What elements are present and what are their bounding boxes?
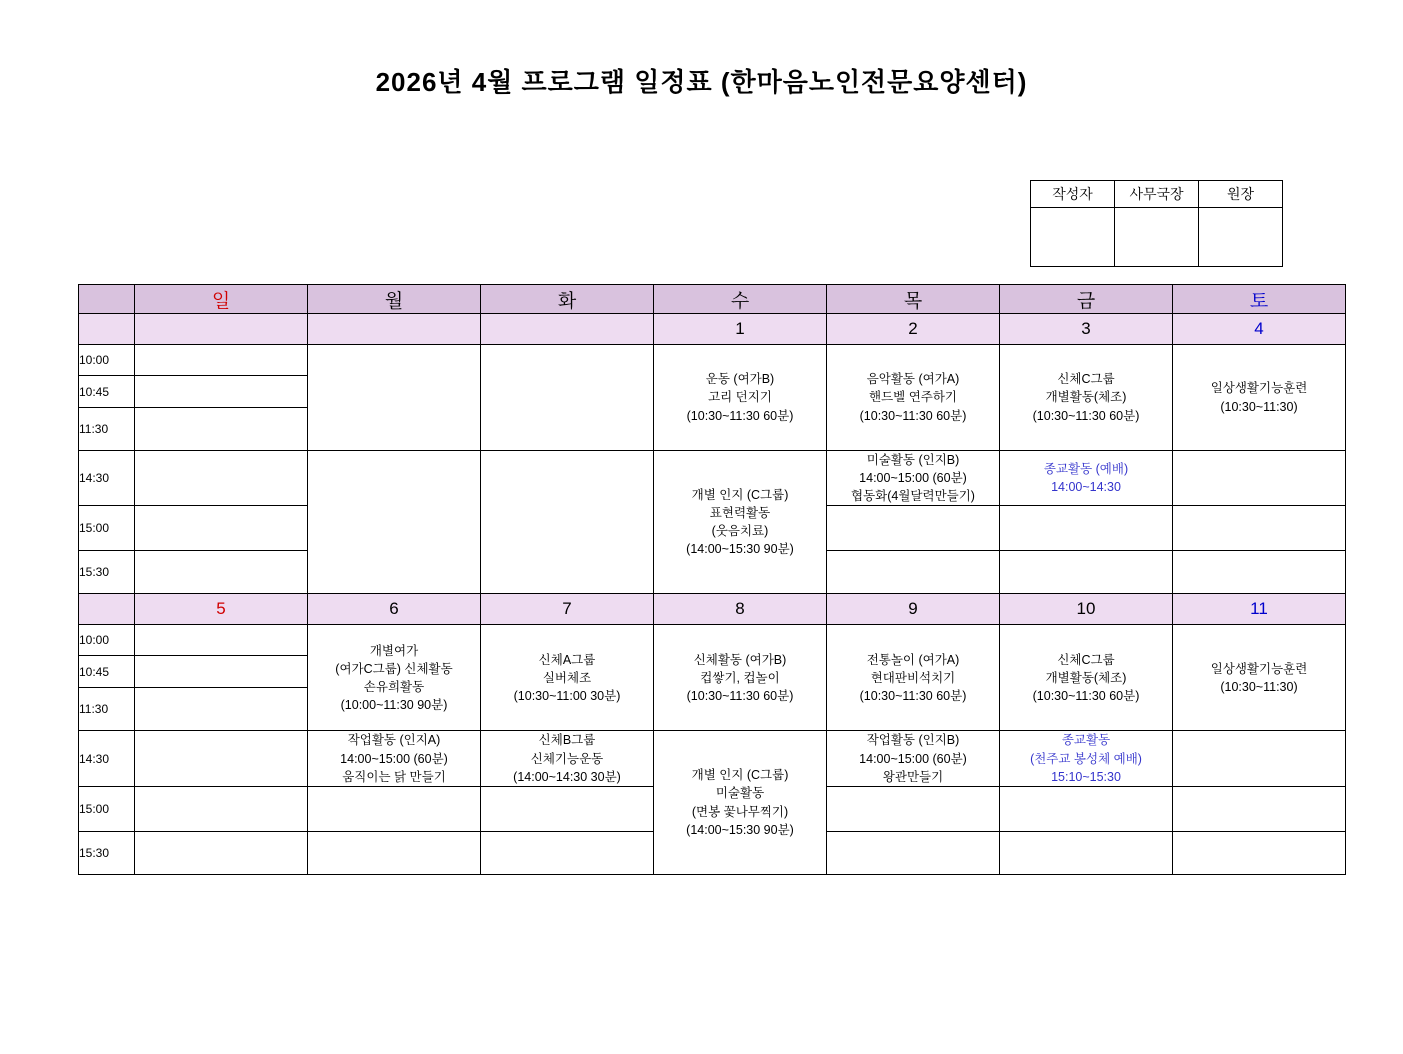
cell-line: 표현력활동: [709, 506, 771, 521]
week1-fri-1500[interactable]: [1000, 506, 1173, 551]
cell-line: 종교활동 (예배): [1043, 462, 1129, 477]
cell-line: 신체C그룹: [1057, 652, 1115, 667]
cell-line: 신체A그룹: [538, 652, 596, 667]
dow-sun: 일: [135, 285, 308, 314]
cell-line: 14:00~15:00 (60분): [340, 751, 448, 766]
time-label-1530-w2: 15:30: [79, 831, 135, 874]
cell-line: (10:30~11:30): [1220, 399, 1298, 414]
week2-tue-1530[interactable]: [481, 831, 654, 874]
cell-line: 컵쌓기, 컵놀이: [700, 670, 780, 685]
cell-line: 개별활동(체조): [1045, 390, 1127, 405]
cell-line: 개별 인지 (C그룹): [691, 487, 789, 502]
week1-sat-1530[interactable]: [1173, 551, 1346, 594]
time-label-1000-w1: 10:00: [79, 345, 135, 376]
week2-mon-1500[interactable]: [308, 786, 481, 831]
cell-line: 작업활동 (인지A): [347, 733, 441, 748]
cell-line: (14:00~15:30 90분): [686, 822, 794, 837]
week1-fri-afternoon[interactable]: [1000, 451, 1173, 506]
approval-box: [1030, 180, 1283, 267]
approval-header-director: 사무국장: [1115, 181, 1199, 208]
cell-line: 왕관만들기: [882, 769, 944, 784]
time-label-1045-w2: 10:45: [79, 656, 135, 688]
cell-line: 핸드벨 연주하기: [869, 390, 957, 405]
week2-date-fri: 10: [1000, 594, 1173, 625]
week1-fri-1530[interactable]: [1000, 551, 1173, 594]
cell-line: 신체기능운동: [530, 751, 604, 766]
cell-line: 14:00~15:00 (60분): [859, 471, 967, 486]
week1-date-row: [79, 314, 1346, 345]
approval-header-writer: 작성자: [1031, 181, 1115, 208]
cell-line: 14:00~15:00 (60분): [859, 751, 967, 766]
cell-line: (천주교 봉성체 예배): [1030, 751, 1142, 766]
cell-line: 운동 (여가B): [705, 372, 775, 387]
cell-line: 미술활동 (인지B): [866, 453, 960, 467]
week2-sun-afternoon-c[interactable]: [135, 831, 308, 874]
week1-thu-afternoon[interactable]: [827, 451, 1000, 506]
week2-sun-morning-c[interactable]: [135, 688, 308, 731]
cell-line: 현대판비석치기: [870, 670, 956, 685]
week2-sun-morning-b[interactable]: [135, 656, 308, 688]
week1-date-thu: 2: [827, 314, 1000, 345]
week1-date-mon: [308, 314, 481, 345]
time-label-1530-w1: 15:30: [79, 551, 135, 594]
time-label-1130-w2: 11:30: [79, 688, 135, 731]
week2-sat-afternoon[interactable]: [1173, 731, 1346, 786]
week2-sat-1500[interactable]: [1173, 786, 1346, 831]
week1-sat-1500[interactable]: [1173, 506, 1346, 551]
cell-line: 일상생활기능훈련: [1210, 661, 1308, 676]
week1-tue-afternoon[interactable]: [481, 451, 654, 594]
approval-sign-director[interactable]: [1115, 208, 1199, 267]
cell-line: 손유희활동: [363, 679, 425, 694]
cell-line: 15:10~15:30: [1051, 769, 1121, 784]
cell-line: (10:30~11:30): [1220, 679, 1298, 694]
dow-fri: 금: [1000, 285, 1173, 314]
dow-sat: 토: [1173, 285, 1346, 314]
cell-line: 개별 인지 (C그룹): [691, 768, 789, 783]
time-label-1130-w1: 11:30: [79, 408, 135, 451]
time-label-1000-w2: 10:00: [79, 625, 135, 656]
week2-mon-1530[interactable]: [308, 831, 481, 874]
week1-sun-afternoon-a[interactable]: [135, 451, 308, 506]
cell-line: (10:30~11:30 60분): [686, 408, 794, 423]
week2-mon-afternoon[interactable]: [308, 731, 481, 786]
week1-date-wed: 1: [654, 314, 827, 345]
week1-sun-afternoon-b[interactable]: [135, 506, 308, 551]
cell-line: (10:30~11:30 60분): [1032, 688, 1140, 703]
cell-line: (14:00~15:30 90분): [686, 542, 794, 557]
cell-line: 신체C그룹: [1057, 372, 1115, 387]
cell-line: (14:00~14:30 30분): [513, 769, 621, 784]
cell-line: (웃음치료): [711, 524, 769, 539]
week1-date-sun: [135, 314, 308, 345]
week1-tue-morning[interactable]: [481, 345, 654, 451]
cell-line: (여가C그룹) 신체활동: [335, 661, 453, 676]
week1-date-sat: 4: [1173, 314, 1346, 345]
dow-mon: 월: [308, 285, 481, 314]
cell-line: (10:30~11:30 60분): [686, 688, 794, 703]
cell-line: 작업활동 (인지B): [866, 733, 960, 748]
week2-sun-afternoon-a[interactable]: [135, 731, 308, 786]
week2-sun-morning-a[interactable]: [135, 625, 308, 656]
week1-sun-morning-a[interactable]: [135, 345, 308, 376]
page-title: 2026년 4월 프로그램 일정표 (한마음노인전문요양센터): [375, 67, 1028, 97]
cell-line: 일상생활기능훈련: [1210, 381, 1308, 396]
week1-date-fri: 3: [1000, 314, 1173, 345]
week1-wed-afternoon[interactable]: [654, 451, 827, 594]
week2-tue-morning[interactable]: [481, 625, 654, 731]
week1-sun-morning-c[interactable]: [135, 408, 308, 451]
week1-thu-1500[interactable]: [827, 506, 1000, 551]
week2-sun-afternoon-b[interactable]: [135, 786, 308, 831]
cell-line: 개별활동(체조): [1045, 670, 1127, 685]
cell-line: 미술활동: [715, 786, 765, 801]
week1-mon-afternoon[interactable]: [308, 451, 481, 594]
time-label-1430-w2: 14:30: [79, 731, 135, 786]
week2-tue-afternoon[interactable]: [481, 731, 654, 786]
week2-thu-morning[interactable]: [827, 625, 1000, 731]
time-label-1500-w2: 15:00: [79, 786, 135, 831]
week2-thu-1530[interactable]: [827, 831, 1000, 874]
week1-sat-afternoon[interactable]: [1173, 451, 1346, 506]
week2-sat-morning[interactable]: [1173, 625, 1346, 731]
week1-row-1430: [79, 451, 1346, 506]
cell-line: 신체B그룹: [538, 733, 596, 748]
week2-thu-1500[interactable]: [827, 786, 1000, 831]
week2-fri-1500[interactable]: [1000, 786, 1173, 831]
approval-header-chief: 원장: [1199, 181, 1283, 208]
dow-wed: 수: [654, 285, 827, 314]
week1-thu-morning[interactable]: [827, 345, 1000, 451]
schedule-table-wrapper: [78, 284, 1346, 875]
week2-date-sun: 5: [135, 594, 308, 625]
cell-line: (10:30~11:00 30분): [513, 688, 621, 703]
cell-line: 실버체조: [542, 670, 592, 685]
week2-date-corner: [79, 594, 135, 625]
week1-date-corner: [79, 314, 135, 345]
week2-thu-afternoon[interactable]: [827, 731, 1000, 786]
time-label-1500-w1: 15:00: [79, 506, 135, 551]
cell-line: 움직이는 닭 만들기: [342, 769, 446, 784]
week2-row-1430: [79, 731, 1346, 786]
week2-mon-morning[interactable]: [308, 625, 481, 731]
cell-line: (10:30~11:30 60분): [859, 408, 967, 423]
week1-sun-afternoon-c[interactable]: [135, 551, 308, 594]
week2-wed-morning[interactable]: [654, 625, 827, 731]
week1-sat-morning[interactable]: [1173, 345, 1346, 451]
week2-row-1000: [79, 625, 1346, 656]
week1-wed-morning[interactable]: [654, 345, 827, 451]
dow-corner: [79, 285, 135, 314]
week2-date-thu: 9: [827, 594, 1000, 625]
approval-sign-writer[interactable]: [1031, 208, 1115, 267]
cell-line: 14:00~14:30: [1051, 480, 1121, 495]
week2-date-mon: 6: [308, 594, 481, 625]
cell-line: 협동화(4월달력만들기): [851, 489, 975, 504]
week2-fri-afternoon[interactable]: [1000, 731, 1173, 786]
cell-line: 개별여가: [369, 643, 419, 658]
schedule-table: [78, 284, 1346, 875]
approval-sign-chief[interactable]: [1199, 208, 1283, 267]
dow-tue: 화: [481, 285, 654, 314]
time-label-1430-w1: 14:30: [79, 451, 135, 506]
cell-line: 신체활동 (여가B): [693, 652, 787, 667]
week2-date-wed: 8: [654, 594, 827, 625]
cell-line: (10:00~11:30 90분): [340, 698, 448, 712]
cell-line: (10:30~11:30 60분): [859, 688, 967, 703]
week1-fri-morning[interactable]: [1000, 345, 1173, 451]
dow-header-row: [79, 285, 1346, 314]
week1-sun-morning-b[interactable]: [135, 376, 308, 408]
cell-line: 음악활동 (여가A): [866, 372, 960, 387]
cell-line: (면봉 꽃나무찍기): [691, 804, 789, 819]
week2-sat-1530[interactable]: [1173, 831, 1346, 874]
cell-line: 전통놀이 (여가A): [866, 652, 960, 667]
week2-fri-1530[interactable]: [1000, 831, 1173, 874]
week2-tue-1500[interactable]: [481, 786, 654, 831]
week2-date-sat: 11: [1173, 594, 1346, 625]
week1-row-1000: [79, 345, 1346, 376]
dow-thu: 목: [827, 285, 1000, 314]
week1-thu-1530[interactable]: [827, 551, 1000, 594]
week2-fri-morning[interactable]: [1000, 625, 1173, 731]
cell-line: 고리 던지기: [708, 390, 772, 405]
week1-mon-morning[interactable]: [308, 345, 481, 451]
week2-date-row: [79, 594, 1346, 625]
week2-wed-afternoon[interactable]: [654, 731, 827, 874]
cell-line: (10:30~11:30 60분): [1032, 408, 1140, 423]
week2-date-tue: 7: [481, 594, 654, 625]
time-label-1045-w1: 10:45: [79, 376, 135, 408]
week1-date-tue: [481, 314, 654, 345]
cell-line: 종교활동: [1061, 733, 1111, 748]
